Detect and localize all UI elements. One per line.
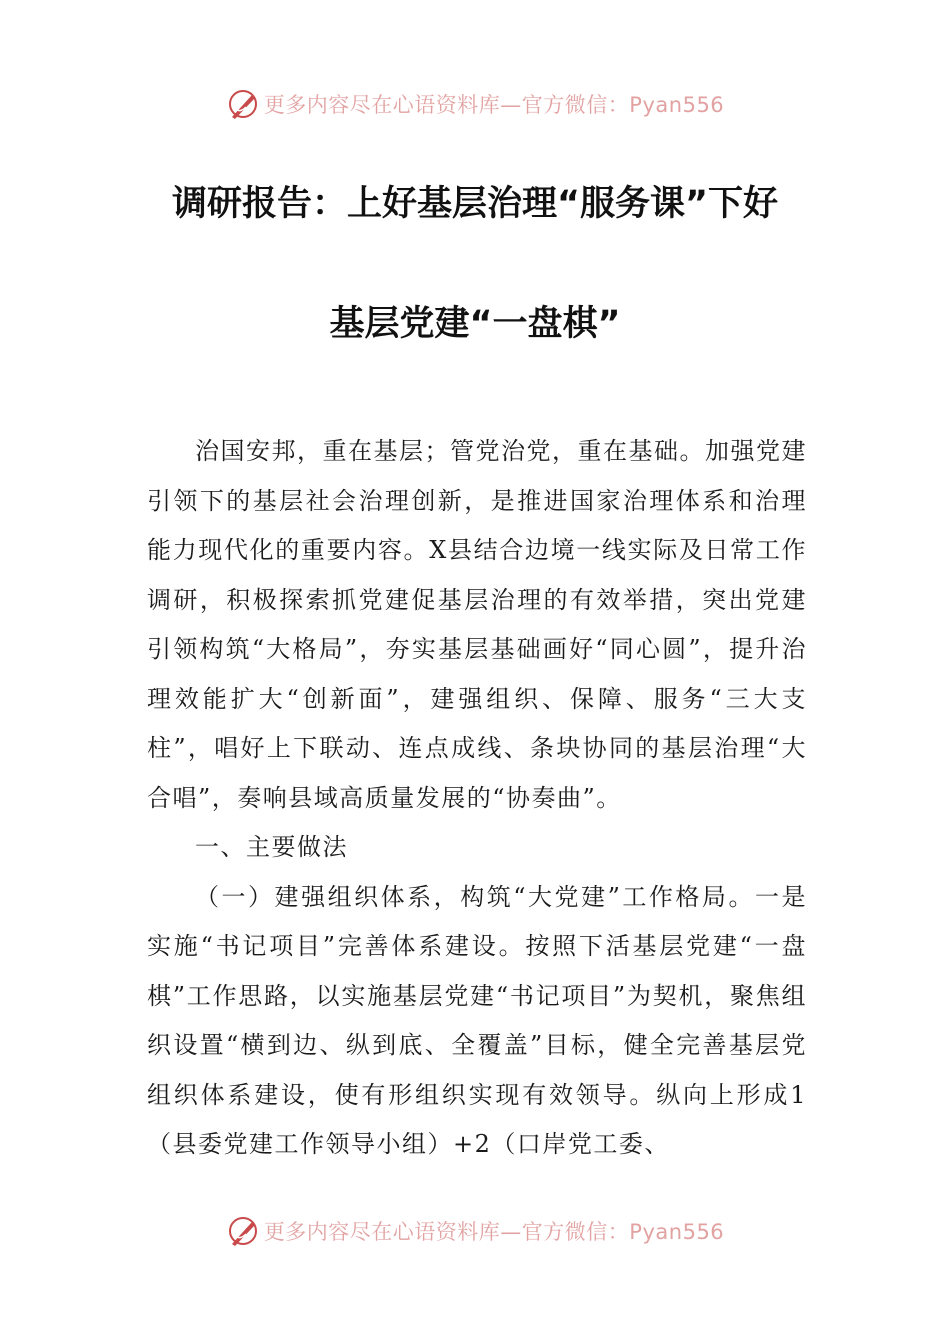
- document-body: [147, 427, 807, 1170]
- watermark-footer: [0, 1211, 950, 1251]
- pen-logo-icon: [226, 87, 260, 121]
- paragraph-intro: 治国安邦，重在基层；管党治党，重在基础。加强党建引领下的基层社会治理创新，是推进国家治理体系和治理能力现代化的重要内容。X县结合边境一线实际及日常工作调研，积极探索抓党建促基层治理的有效举措，突出党建引领构筑“大格局”，夯实基层基础画好“同心圆”，提升治理效能扩大“创新面”，建强组织、保障、服务“三大支柱”，唱好上下联动、连点成线、条块协同的基层治理“大合唱”，奏响县域高质量发展的“协奏曲”。: [147, 437, 807, 812]
- document-title-line-1: 调研报告：上好基层治理“服务课”下好: [171, 184, 778, 224]
- section-heading: 一、主要做法: [195, 833, 348, 861]
- watermark-text: 更多内容尽在心语资料库—官方微信：Pyan556: [263, 93, 725, 117]
- document-title-line-2: 基层党建“一盘棋”: [329, 304, 621, 344]
- paragraph-section-1: （一）建强组织体系，构筑“大党建”工作格局。一是实施“书记项目”完善体系建设。按照下活基层党建“一盘棋”工作思路，以实施基层党建“书记项目”为契机，聚焦组织设置“横到边、纵到底、全覆盖”目标，健全完善基层党组织体系建设，使有形组织实现有效领导。纵向上形成1（县委党建工作领导小组）+2（口岸党工委、: [147, 882, 807, 1158]
- pen-logo-icon: [226, 1214, 260, 1248]
- watermark-header: [0, 84, 950, 124]
- watermark-text: 更多内容尽在心语资料库—官方微信：Pyan556: [263, 1220, 725, 1244]
